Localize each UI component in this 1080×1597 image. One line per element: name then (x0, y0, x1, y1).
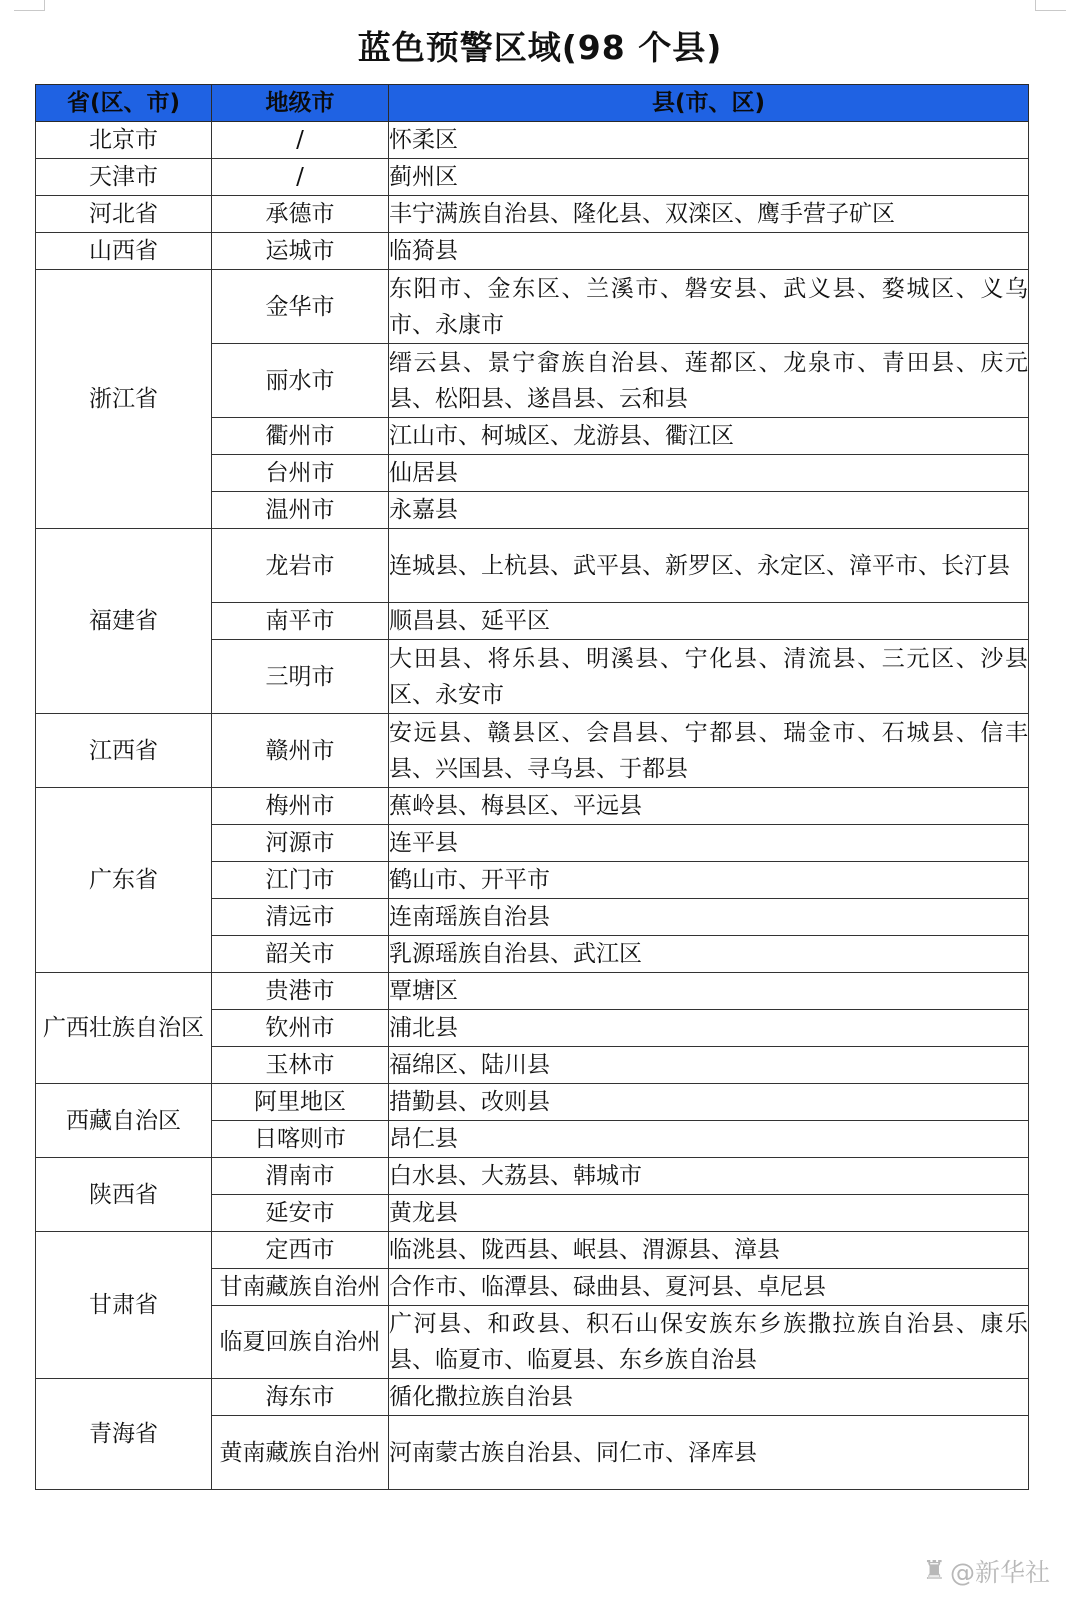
city-cell: / (212, 122, 389, 159)
province-cell: 北京市 (36, 122, 212, 159)
city-cell: 韶关市 (212, 936, 389, 973)
county-cell: 广河县、和政县、积石山保安族东乡族撒拉族自治县、康乐县、临夏市、临夏县、东乡族自治县 (389, 1306, 1029, 1379)
table-row (36, 1379, 1029, 1416)
county-cell: 连南瑶族自治县 (389, 899, 1029, 936)
city-cell: / (212, 159, 389, 196)
province-cell: 浙江省 (36, 270, 212, 529)
province-cell: 山西省 (36, 233, 212, 270)
county-cell: 蓟州区 (389, 159, 1029, 196)
city-cell: 清远市 (212, 899, 389, 936)
city-cell: 江门市 (212, 862, 389, 899)
province-cell: 青海省 (36, 1379, 212, 1490)
county-cell: 连平县 (389, 825, 1029, 862)
page-title: 蓝色预警区域(98 个县) (357, 28, 723, 67)
province-cell: 西藏自治区 (36, 1084, 212, 1158)
county-cell: 福绵区、陆川县 (389, 1047, 1029, 1084)
county-cell: 河南蒙古族自治县、同仁市、泽库县 (389, 1416, 1029, 1490)
table-row (36, 270, 1029, 344)
county-cell: 白水县、大荔县、韩城市 (389, 1158, 1029, 1195)
city-cell: 延安市 (212, 1195, 389, 1232)
county-cell: 丰宁满族自治县、隆化县、双滦区、鹰手营子矿区 (389, 196, 1029, 233)
table-row (36, 714, 1029, 788)
city-cell: 温州市 (212, 492, 389, 529)
table-row (36, 788, 1029, 825)
county-cell: 大田县、将乐县、明溪县、宁化县、清流县、三元区、沙县区、永安市 (389, 640, 1029, 714)
table-header-row (36, 85, 1029, 122)
county-cell: 仙居县 (389, 455, 1029, 492)
city-cell: 河源市 (212, 825, 389, 862)
table-row (36, 159, 1029, 196)
county-cell: 江山市、柯城区、龙游县、衢江区 (389, 418, 1029, 455)
county-cell: 顺昌县、延平区 (389, 603, 1029, 640)
table-row (36, 529, 1029, 603)
province-cell: 广西壮族自治区 (36, 973, 212, 1084)
city-cell: 玉林市 (212, 1047, 389, 1084)
city-cell: 台州市 (212, 455, 389, 492)
county-cell: 昂仁县 (389, 1121, 1029, 1158)
province-cell: 陕西省 (36, 1158, 212, 1232)
city-cell: 阿里地区 (212, 1084, 389, 1121)
city-cell: 南平市 (212, 603, 389, 640)
city-cell: 甘南藏族自治州 (212, 1269, 389, 1306)
province-cell: 福建省 (36, 529, 212, 714)
table-row (36, 233, 1029, 270)
county-cell: 浦北县 (389, 1010, 1029, 1047)
city-cell: 三明市 (212, 640, 389, 714)
city-cell: 贵港市 (212, 973, 389, 1010)
province-cell: 天津市 (36, 159, 212, 196)
city-cell: 梅州市 (212, 788, 389, 825)
table-row (36, 973, 1029, 1010)
province-cell: 甘肃省 (36, 1232, 212, 1379)
city-cell: 定西市 (212, 1232, 389, 1269)
city-cell: 海东市 (212, 1379, 389, 1416)
table-row (36, 1084, 1029, 1121)
city-cell: 渭南市 (212, 1158, 389, 1195)
province-cell: 河北省 (36, 196, 212, 233)
county-cell: 鹤山市、开平市 (389, 862, 1029, 899)
county-cell: 循化撒拉族自治县 (389, 1379, 1029, 1416)
city-cell: 日喀则市 (212, 1121, 389, 1158)
county-cell: 永嘉县 (389, 492, 1029, 529)
province-cell: 江西省 (36, 714, 212, 788)
city-cell: 赣州市 (212, 714, 389, 788)
county-cell: 乳源瑶族自治县、武江区 (389, 936, 1029, 973)
page-corner-mark-left (14, 0, 45, 11)
county-cell: 蕉岭县、梅县区、平远县 (389, 788, 1029, 825)
county-cell: 缙云县、景宁畲族自治县、莲都区、龙泉市、青田县、庆元县、松阳县、遂昌县、云和县 (389, 344, 1029, 418)
county-cell: 安远县、赣县区、会昌县、宁都县、瑞金市、石城县、信丰县、兴国县、寻乌县、于都县 (389, 714, 1029, 788)
table-row (36, 1232, 1029, 1269)
city-cell: 临夏回族自治州 (212, 1306, 389, 1379)
county-cell: 怀柔区 (389, 122, 1029, 159)
county-cell: 黄龙县 (389, 1195, 1029, 1232)
city-cell: 衢州市 (212, 418, 389, 455)
city-cell: 金华市 (212, 270, 389, 344)
city-cell: 承德市 (212, 196, 389, 233)
table-row (36, 1158, 1029, 1195)
city-cell: 黄南藏族自治州 (212, 1416, 389, 1490)
city-cell: 龙岩市 (212, 529, 389, 603)
county-cell: 措勤县、改则县 (389, 1084, 1029, 1121)
county-cell: 临洮县、陇西县、岷县、渭源县、漳县 (389, 1232, 1029, 1269)
city-cell: 丽水市 (212, 344, 389, 418)
table-row (36, 196, 1029, 233)
table-row (36, 122, 1029, 159)
weibo-logo-icon: ♜ (922, 1556, 946, 1586)
county-cell: 临猗县 (389, 233, 1029, 270)
page-corner-mark-right (1035, 0, 1066, 11)
warning-area-table (35, 84, 1029, 1490)
city-cell: 钦州市 (212, 1010, 389, 1047)
county-cell: 连城县、上杭县、武平县、新罗区、永定区、漳平市、长汀县 (389, 529, 1029, 603)
header-county: 县(市、区) (389, 85, 1029, 122)
watermark (923, 1553, 1050, 1589)
county-cell: 覃塘区 (389, 973, 1029, 1010)
province-cell: 广东省 (36, 788, 212, 973)
header-province: 省(区、市) (36, 85, 212, 122)
watermark-text: @新华社 (949, 1558, 1050, 1587)
county-cell: 东阳市、金东区、兰溪市、磐安县、武义县、婺城区、义乌市、永康市 (389, 270, 1029, 344)
city-cell: 运城市 (212, 233, 389, 270)
table-body (36, 122, 1029, 1490)
county-cell: 合作市、临潭县、碌曲县、夏河县、卓尼县 (389, 1269, 1029, 1306)
header-city: 地级市 (212, 85, 389, 122)
